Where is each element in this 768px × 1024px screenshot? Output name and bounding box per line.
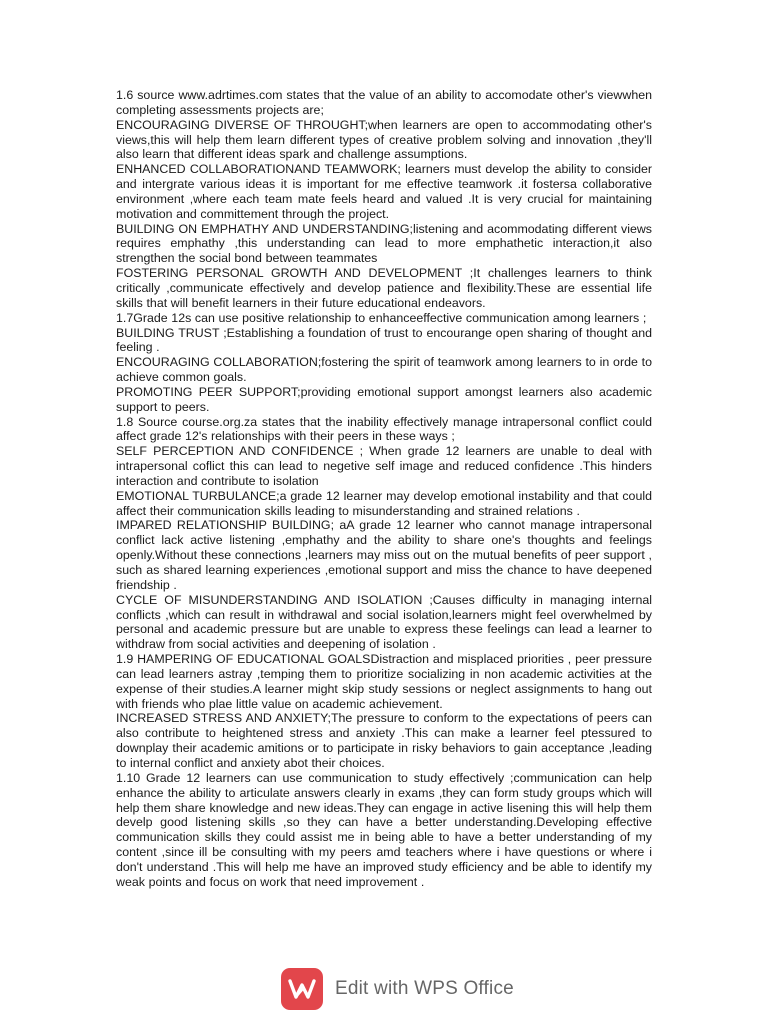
wps-logo-icon <box>281 968 323 1010</box>
paragraph: FOSTERING PERSONAL GROWTH AND DEVELOPMENT ;It challenges learners to think critically ,communicate effectively and develop patience and flexibility.These are essential life skills that will benefit learners in their future educational endeavors. <box>116 266 652 310</box>
paragraph: ENCOURAGING COLLABORATION;fostering the spirit of teamwork among learners to in orde to achieve common goals. <box>116 355 652 385</box>
paragraph: PROMOTING PEER SUPPORT;providing emotional support amongst learners also academic support to peers. <box>116 384 652 414</box>
paragraph: ENCOURAGING DIVERSE OF THROUGHT;when learners are open to accommodating other's views,this will help them learn different types of creative problem solving and innovation ,they'll also learn that different ideas spark and challenge assumptions. <box>116 117 652 162</box>
paragraph: SELF PERCEPTION AND CONFIDENCE ; When grade 12 learners are unable to deal with intrapersonal coflict this can lead to negetive self image and reduced confidence .This hinders interaction and contribute to isolation <box>116 444 652 488</box>
wps-edit-banner[interactable] <box>281 968 514 1010</box>
paragraph: CYCLE OF MISUNDERSTANDING AND ISOLATION ;Causes difficulty in managing internal conflicts ,which can result in withdrawal and social isolation,learners might feel overwhelmed by personal and academic pressure but are unable to express these feelings can lead a learner to withdraw from social activities and deepening of isolation . <box>116 592 652 652</box>
document-body <box>116 88 652 890</box>
paragraph: BUILDING TRUST ;Establishing a foundation of trust to encourange open sharing of thought and feeling . <box>116 325 652 355</box>
paragraph: 1.9 HAMPERING OF EDUCATIONAL GOALSDistraction and misplaced priorities , peer pressure can lead learners astray ,temping them to prioritize socializing in non academic activities at the expense of their studies.A learner might skip study sessions or neglect assignments to hang out with friends who plae little value on academic achievement. <box>116 652 652 711</box>
paragraph: 1.6 source www.adrtimes.com states that the value of an ability to accomodate other's viewwhen completing assessments projects are; <box>116 88 652 117</box>
paragraph: BUILDING ON EMPHATHY AND UNDERSTANDING;listening and acommodating different views requires emphathy ,this understanding can lead to more emphathetic interaction,it also strengthen the social bond between teammates <box>116 221 652 266</box>
paragraph: 1.7Grade 12s can use positive relationship to enhanceeffective communication among learners ; <box>116 310 647 325</box>
paragraph: IMPARED RELATIONSHIP BUILDING; aA grade 12 learner who cannot manage intrapersonal conflict lack active listening ,emphathy and the ability to share one's thoughts and feelings openly.Without these connections ,learners may miss out on the mutual benefits of peer support , such as shared learning experiences ,emotional support and miss the chance to have deepened friendship . <box>116 518 652 592</box>
wps-edit-label: Edit with WPS Office <box>335 978 514 999</box>
paragraph: INCREASED STRESS AND ANXIETY;The pressure to conform to the expectations of peers can also contribute to heightened stress and anxiety .This can make a learner feel ptessured to downplay their academic amitions or to participate in risky behaviors to gain acceptance ,leading to internal conflict and anxiety abot their choices. <box>116 711 652 770</box>
paragraph: 1.8 Source course.org.za states that the inability effectively manage intrapersonal conflict could affect grade 12's relationships with their peers in these ways ; <box>116 414 652 444</box>
paragraph: 1.10 Grade 12 learners can use communication to study effectively ;communication can help enhance the ability to articulate answers clearly in exams ,they can form study groups which will help them share knowledge and new ideas.They can engage in active lisening this will help them develp good listening skills ,so they can have a better understanding.Developing effective communication skills they could assist me in being able to have a better understanding of my content ,since ill be consulting with my peers amd teachers where i have questions or where i don't understand .This will help me have an improved study efficiency and be able to identify my weak points and focus on work that need improvement . <box>116 770 652 889</box>
paragraph: EMOTIONAL TURBULANCE;a grade 12 learner may develop emotional instability and that could affect their communication skills leading to misunderstanding and strained relations . <box>116 488 652 518</box>
paragraph: ENHANCED COLLABORATIONAND TEAMWORK; learners must develop the ability to consider and intergrate various ideas it is important for me effective teamwork .it fostersa collaborative environment ,where each team mate feels heard and valued .It is very crucial for maintaining motivation and committement through the project. <box>116 162 652 221</box>
